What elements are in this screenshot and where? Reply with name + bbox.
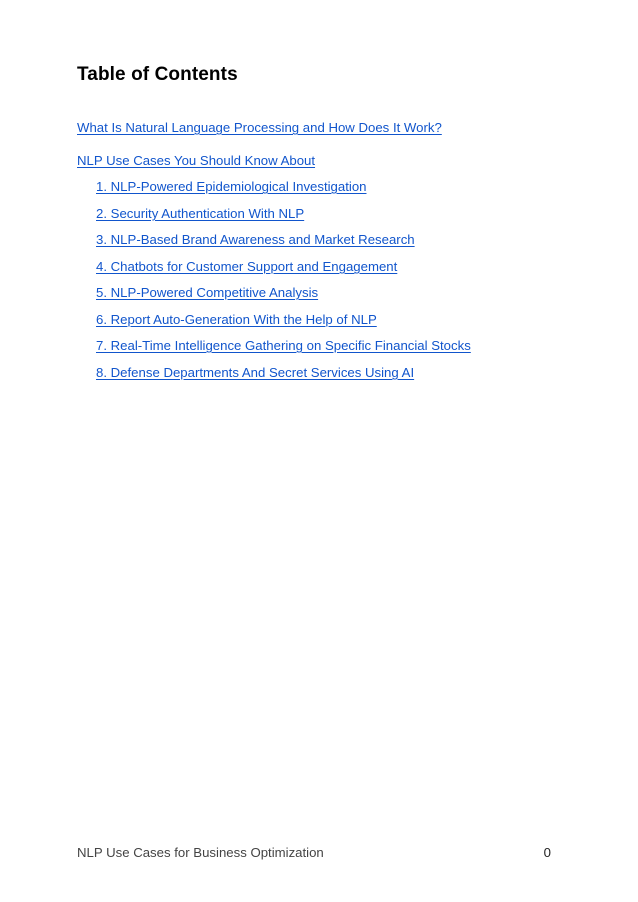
toc-link-item-7[interactable]: 7. Real-Time Intelligence Gathering on Specific Financial Stocks	[96, 338, 471, 353]
footer-page-number: 0	[543, 845, 551, 860]
toc-link-item-6[interactable]: 6. Report Auto-Generation With the Help of NLP	[96, 312, 377, 327]
toc-link-item-2[interactable]: 2. Security Authentication With NLP	[96, 206, 305, 221]
toc-title: Table of Contents	[77, 64, 238, 85]
toc-link-item-5[interactable]: 5. NLP-Powered Competitive Analysis	[96, 285, 319, 300]
footer-document-title: NLP Use Cases for Business Optimization	[77, 845, 324, 860]
toc-link-item-8[interactable]: 8. Defense Departments And Secret Services Using AI	[96, 365, 415, 380]
toc-link-what-is-nlp[interactable]: What Is Natural Language Processing and How Does It Work?	[77, 120, 442, 135]
toc-link-nlp-use-cases[interactable]: NLP Use Cases You Should Know About	[77, 153, 316, 168]
toc-link-item-3[interactable]: 3. NLP-Based Brand Awareness and Market Research	[96, 232, 415, 247]
toc-link-item-4[interactable]: 4. Chatbots for Customer Support and Engagement	[96, 259, 398, 274]
toc-link-item-1[interactable]: 1. NLP-Powered Epidemiological Investigation	[96, 179, 367, 194]
